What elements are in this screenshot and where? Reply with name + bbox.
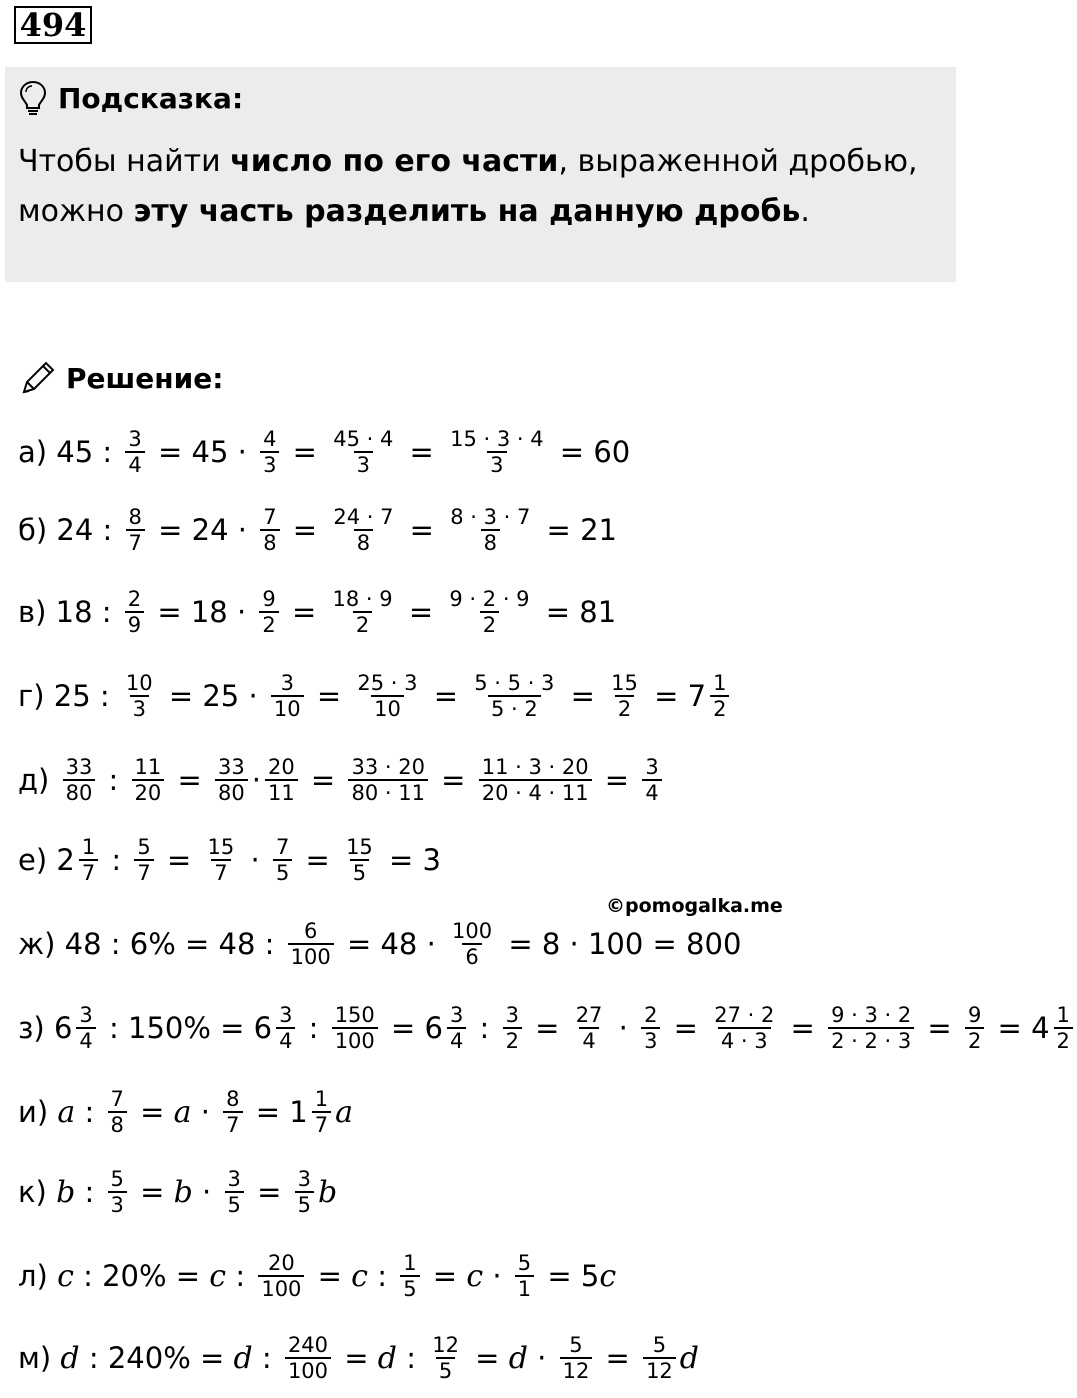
math-text: = [157,843,201,877]
fraction-numerator: 3 [128,427,142,451]
fraction-denominator: 5 [400,1275,419,1301]
hint-bold-part: число по его части [230,144,559,179]
lightbulb-icon [18,80,48,116]
fraction [573,1003,606,1053]
item-label: а) [18,435,48,469]
math-text: = 8 · 100 = 800 [499,927,742,961]
math-text: · [192,1175,221,1209]
watermark: ©pomogalka.me [606,895,783,917]
fraction [259,587,278,637]
fraction [348,755,427,805]
math-text: = 45 · [148,435,257,469]
variable: d [508,1340,528,1376]
math-text: = 81 [536,595,617,629]
fraction [260,505,279,555]
fraction-denominator: 80 [215,779,248,805]
fraction-denominator: 7 [223,1111,242,1137]
math-text: 24 : [47,513,122,547]
hint-title: Подсказка: [58,81,244,115]
fraction-numerator: 45 · 4 [333,427,394,451]
math-text [47,1175,56,1209]
math-text: = [424,679,468,713]
fraction-denominator: 2 [480,611,499,637]
fraction-denominator: 2 [1054,1027,1073,1053]
variable: d [679,1340,700,1376]
fraction-numerator: 7 [263,505,277,529]
fraction-denominator: 4 [447,1027,466,1053]
fraction [271,671,304,721]
variable: b [173,1174,193,1210]
fraction-denominator: 5 [350,859,369,885]
variable: b [56,1174,76,1210]
fraction-numerator: 5 [517,1251,532,1275]
math-text: : [367,1259,397,1293]
item-label: з) [18,1011,45,1045]
task-number: 494 [14,6,92,44]
fraction [330,427,396,477]
item-label: е) [18,843,48,877]
solution-title: Решение: [66,361,224,395]
solution-line [18,1072,353,1152]
fraction-denominator: 2 [615,695,634,721]
fraction [63,755,96,805]
fraction [125,427,144,477]
fraction-denominator: 2 [710,695,729,721]
math-text: · [483,1259,511,1293]
fraction [265,755,298,805]
math-text: = [283,513,327,547]
fraction [608,671,641,721]
fraction [295,1167,314,1217]
fraction-denominator: 8 [481,529,500,555]
solution-line [18,820,441,900]
fraction-numerator: 3 [297,1167,311,1191]
fraction-denominator: 80 [63,779,96,805]
item-label: г) [18,679,45,713]
fraction [710,671,729,721]
hint-line-1 [18,142,918,182]
math-text: : 150% = 6 [99,1011,273,1045]
fraction-numerator: 5 · 5 · 3 [474,671,555,695]
fraction-denominator: 8 [260,529,279,555]
fraction [108,1167,127,1217]
fraction-denominator: 80 · 11 [348,779,427,805]
fraction [285,1333,331,1383]
fraction-numerator: 20 [268,1251,295,1275]
item-label: ж) [18,927,56,961]
fraction-denominator: 7 [211,859,230,885]
math-text: = 18 · [148,595,256,629]
fraction [429,1333,462,1383]
math-text: = 5 [538,1259,600,1293]
fraction-denominator: 4 · 3 [718,1027,771,1053]
solution-line [18,412,630,492]
math-text [51,1341,60,1375]
fraction-denominator: 2 [503,1027,522,1053]
solution-line [18,740,666,820]
fraction [828,1003,914,1053]
math-text: · [251,763,261,797]
fraction [479,755,592,805]
solution-line [18,656,733,736]
fraction [343,835,376,885]
fraction-numerator: 3 [79,1003,93,1027]
solution-header [18,356,223,400]
fraction-numerator: 33 · 20 [351,755,425,779]
math-text: = [400,513,444,547]
item-label: м) [18,1341,52,1375]
fraction-numerator: 5 [110,1167,124,1191]
math-text: = [307,679,351,713]
fraction [223,1087,242,1137]
math-text: · [527,1341,556,1375]
fraction-numerator: 5 [137,835,151,859]
fraction [258,1251,304,1301]
fraction-numerator: 1 [314,1087,329,1111]
fraction-numerator: 7 [110,1087,124,1111]
fraction-numerator: 100 [452,919,493,943]
fraction-denominator: 4 [125,451,144,477]
fraction [76,1003,95,1053]
fraction [132,755,165,805]
fraction-numerator: 3 [279,1003,293,1027]
fraction [276,1003,295,1053]
fraction [503,1003,522,1053]
fraction-denominator: 4 [579,1027,598,1053]
fraction-numerator: 15 [346,835,373,859]
math-text: = [247,1175,291,1209]
fraction-numerator: 11 · 3 · 20 [481,755,589,779]
fraction-numerator: 3 [280,671,294,695]
math-text: : [99,763,128,797]
fraction-denominator: 100 [258,1275,304,1301]
math-text [48,1259,57,1293]
fraction-denominator: 11 [265,779,298,805]
fraction-denominator: 8 [108,1111,127,1137]
fraction-numerator: 12 [432,1333,459,1357]
item-label: и) [18,1095,49,1129]
fraction-denominator: 2 [965,1027,984,1053]
fraction-denominator: 7 [126,529,145,555]
fraction-numerator: 18 · 9 [332,587,393,611]
item-label: к) [18,1175,47,1209]
fraction [330,587,396,637]
fraction-denominator: 2 · 2 · 3 [828,1027,914,1053]
fraction [332,1003,378,1053]
math-text: = 7 [644,679,707,713]
fraction [134,835,153,885]
fraction [515,1251,534,1301]
fraction-denominator: 5 [436,1357,455,1383]
fraction-denominator: 7 [134,859,153,885]
fraction [447,1003,466,1053]
math-text: 45 : [47,435,122,469]
fraction-denominator: 3 [130,695,149,721]
fraction [330,505,396,555]
math-text: = [335,1341,378,1375]
fraction-numerator: 11 [134,755,162,779]
fraction-denominator: 10 [271,695,304,721]
fraction-denominator: 9 [125,611,144,637]
math-text: = [596,1341,640,1375]
fraction-numerator: 9 [967,1003,982,1027]
math-text: 25 : [44,679,119,713]
fraction-denominator: 7 [312,1111,331,1137]
variable: c [57,1258,74,1294]
math-text: : [470,1011,499,1045]
math-text: · [191,1095,220,1129]
fraction [354,671,420,721]
fraction [711,1003,777,1053]
fraction [400,1251,419,1301]
fraction-numerator: 8 [226,1087,240,1111]
fraction-numerator: 3 [645,755,659,779]
fraction [79,835,98,885]
item-label: д) [18,763,50,797]
hint-bold-part: эту часть разделить на данную дробь [133,194,801,229]
math-text: = 60 [550,435,631,469]
math-text: : [299,1011,328,1045]
hint-text-part: . [800,194,810,229]
fraction [123,671,156,721]
fraction [288,919,334,969]
fraction-denominator: 2 [259,611,278,637]
solution-line [18,572,616,652]
fraction-numerator: 9 · 2 · 9 [449,587,530,611]
math-text: = [130,1175,174,1209]
math-text: = [168,763,212,797]
fraction-numerator: 7 [275,835,290,859]
math-text: · [241,843,269,877]
math-text: = 21 [537,513,617,547]
fraction [225,1167,244,1217]
fraction-numerator: 6 [304,919,318,943]
fraction-denominator: 2 [353,611,372,637]
math-text: : [226,1259,255,1293]
math-text: = [283,435,327,469]
math-text: = [400,435,444,469]
math-text: 6 [44,1011,73,1045]
fraction [643,1333,676,1383]
fraction-denominator: 5 [273,859,292,885]
fraction [471,671,557,721]
fraction-denominator: 20 [132,779,165,805]
fraction-numerator: 1 [1056,1003,1070,1027]
fraction-denominator: 20 · 4 · 11 [479,779,592,805]
variable: a [57,1094,76,1130]
variable: a [173,1094,192,1130]
math-text: = 3 [379,843,441,877]
fraction-numerator: 20 [267,755,295,779]
math-text: = 48 · [337,927,446,961]
math-text: 18 : [46,595,121,629]
math-text: = [431,763,475,797]
fraction [126,505,145,555]
math-text: : [252,1341,281,1375]
math-text: = [308,1259,352,1293]
fraction-numerator: 15 [611,671,638,695]
fraction-denominator: 5 · 2 [488,695,541,721]
fraction-denominator: 12 [643,1357,676,1383]
math-text: : [75,1175,104,1209]
fraction-numerator: 150 [334,1003,375,1027]
fraction [447,427,547,477]
fraction [1054,1003,1073,1053]
variable: d [233,1340,253,1376]
pencil-icon [18,358,58,398]
fraction-numerator: 15 · 3 · 4 [450,427,544,451]
fraction-denominator: 12 [560,1357,593,1383]
math-text: = [918,1011,961,1045]
variable: a [335,1094,353,1130]
math-text: = [130,1095,174,1129]
fraction-denominator: 5 [225,1191,244,1217]
variable: c [209,1258,227,1294]
fraction-numerator: 3 [449,1003,464,1027]
math-text: = 25 · [159,679,267,713]
fraction-numerator: 15 [207,835,235,859]
fraction-numerator: 240 [287,1333,329,1357]
fraction [642,755,661,805]
fraction-numerator: 8 · 3 · 7 [450,505,531,529]
fraction-numerator: 1 [713,671,727,695]
fraction-numerator: 5 [652,1333,667,1357]
variable: b [318,1174,338,1210]
math-text: = 24 · [148,513,257,547]
math-text: 2 [47,843,75,877]
math-text: = [282,595,326,629]
hint-line-2 [18,192,810,232]
solution-line [18,988,1077,1068]
fraction-denominator: 6 [462,943,481,969]
fraction-numerator: 27 [575,1003,603,1027]
fraction-numerator: 4 [263,427,277,451]
math-text: = 4 [988,1011,1050,1045]
math-text [49,763,58,797]
variable: d [60,1340,80,1376]
fraction [447,505,533,555]
fraction-numerator: 5 [569,1333,583,1357]
fraction-numerator: 9 · 3 · 2 [831,1003,912,1027]
math-text: = [664,1011,708,1045]
fraction-numerator: 27 · 2 [714,1003,775,1027]
fraction-denominator: 8 [354,529,373,555]
fraction-denominator: 4 [76,1027,95,1053]
math-text: = [423,1259,467,1293]
hint-header [18,78,243,118]
math-text: · [609,1011,638,1045]
variable: c [351,1258,368,1294]
item-label: л) [18,1259,48,1293]
math-text: : [75,1095,104,1129]
fraction [312,1087,331,1137]
fraction-numerator: 1 [81,835,96,859]
math-text: = [465,1341,509,1375]
fraction [641,1003,660,1053]
math-text: = 6 [381,1011,443,1045]
math-text: = [399,595,443,629]
fraction-numerator: 1 [403,1251,417,1275]
math-text [48,1095,57,1129]
solution-line [18,1318,699,1398]
solution-line [18,1152,337,1232]
hint-text-part: , выраженной дробью, [558,144,918,179]
math-text: 48 : 6% = 48 : [55,927,284,961]
fraction [205,835,238,885]
fraction-numerator: 33 [218,755,245,779]
fraction [449,919,495,969]
fraction-denominator: 7 [79,859,98,885]
fraction [260,427,279,477]
fraction-numerator: 2 [127,587,142,611]
fraction-denominator: 100 [332,1027,378,1053]
item-label: в) [18,595,47,629]
hint-text-part: можно [18,194,134,229]
math-text: = [296,843,340,877]
fraction-denominator: 10 [371,695,404,721]
fraction [560,1333,593,1383]
fraction-numerator: 8 [128,505,142,529]
fraction-numerator: 24 · 7 [333,505,394,529]
math-text: : [397,1341,426,1375]
solution-line [18,490,617,570]
fraction-denominator: 3 [487,451,506,477]
math-text: = [781,1011,825,1045]
math-text: = [595,763,639,797]
variable: d [377,1340,397,1376]
fraction-denominator: 5 [295,1191,314,1217]
math-text: : 20% = [73,1259,210,1293]
fraction [215,755,248,805]
fraction-numerator: 9 [262,587,276,611]
math-text: = [561,679,605,713]
fraction-denominator: 3 [260,451,279,477]
solution-line [18,1236,616,1316]
fraction [273,835,292,885]
math-text: : 240% = [79,1341,234,1375]
math-text: : [102,843,131,877]
fraction-numerator: 2 [644,1003,658,1027]
math-text: = [301,763,345,797]
fraction [108,1087,127,1137]
fraction-numerator: 3 [227,1167,241,1191]
fraction-numerator: 3 [505,1003,519,1027]
fraction [125,587,144,637]
variable: c [466,1258,484,1294]
fraction-numerator: 33 [65,755,93,779]
variable: c [599,1258,617,1294]
math-text: = [525,1011,569,1045]
fraction-numerator: 25 · 3 [357,671,418,695]
hint-text-part: Чтобы найти [18,144,231,179]
fraction-denominator: 3 [641,1027,660,1053]
fraction-denominator: 4 [642,779,661,805]
fraction [446,587,532,637]
fraction-denominator: 1 [515,1275,534,1301]
fraction-denominator: 100 [288,943,334,969]
fraction-denominator: 4 [276,1027,295,1053]
fraction [965,1003,984,1053]
fraction-denominator: 3 [108,1191,127,1217]
math-text: = 1 [246,1095,308,1129]
fraction-numerator: 10 [125,671,153,695]
fraction-denominator: 3 [354,451,373,477]
item-label: б) [18,513,48,547]
fraction-denominator: 100 [285,1357,331,1383]
